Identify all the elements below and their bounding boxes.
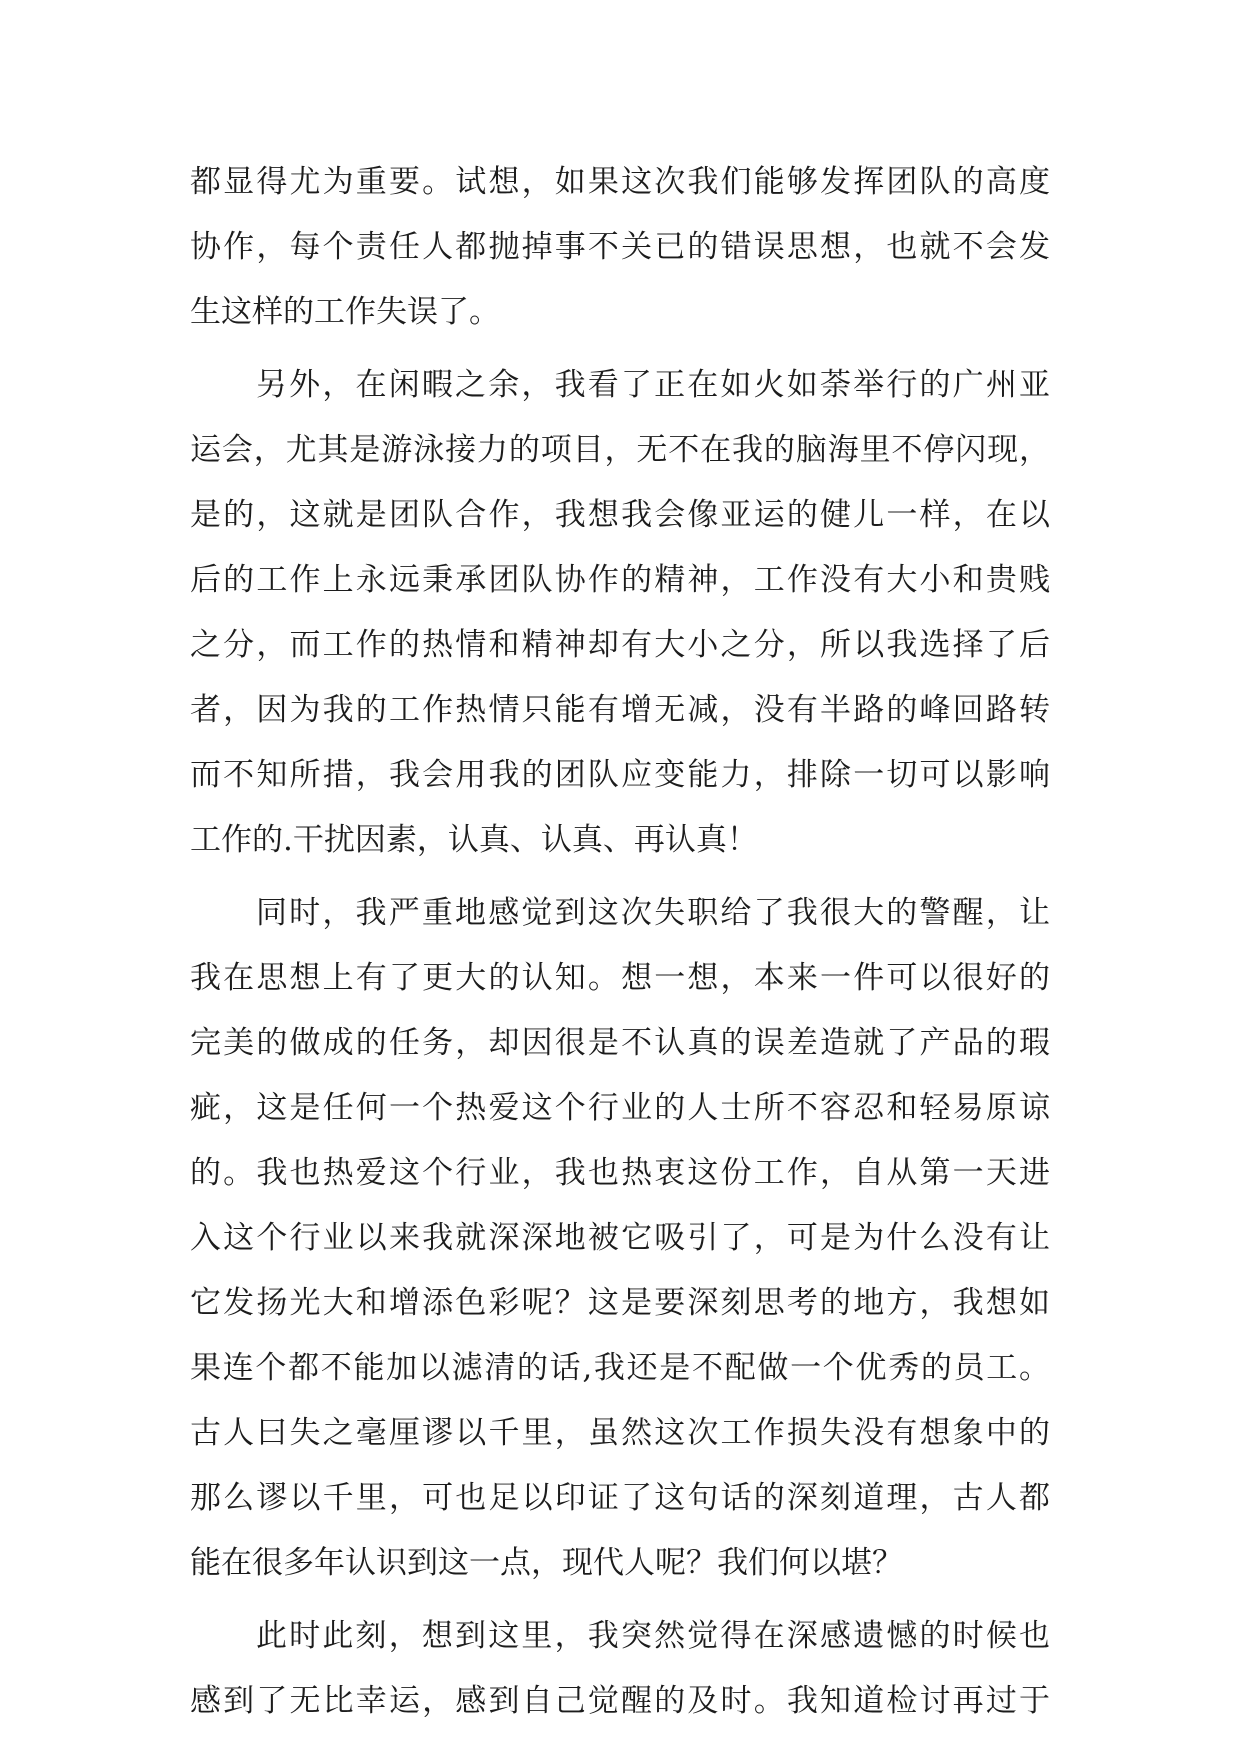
text-line: 它发扬光大和增添色彩呢？这是要深刻思考的地方，我想如: [190, 1285, 1050, 1321]
text-line: 协作，每个责任人都抛掉事不关已的错误思想，也就不会发: [190, 229, 1050, 265]
text-line: 是的，这就是团队合作，我想我会像亚运的健儿一样，在以: [190, 497, 1050, 533]
text-line: 完美的做成的任务，却因很是不认真的误差造就了产品的瑕: [190, 1025, 1050, 1061]
text-line: 而不知所措，我会用我的团队应变能力，排除一切可以影响: [190, 757, 1050, 793]
text-line: 后的工作上永远秉承团队协作的精神，工作没有大小和贵贱: [190, 562, 1050, 598]
paragraph-gap: [190, 873, 1050, 881]
text-line: 入这个行业以来我就深深地被它吸引了，可是为什么没有让: [190, 1220, 1050, 1256]
text-line: 者，因为我的工作热情只能有增无减，没有半路的峰回路转: [190, 692, 1050, 728]
text-line: 疵，这是任何一个热爱这个行业的人士所不容忍和轻易原谅: [190, 1090, 1050, 1126]
text-line: 都显得尤为重要。试想，如果这次我们能够发挥团队的高度: [190, 164, 1050, 200]
text-line: 那么谬以千里，可也足以印证了这句话的深刻道理，古人都: [190, 1480, 1050, 1516]
paragraph: [190, 150, 1050, 345]
text-line: 运会，尤其是游泳接力的项目，无不在我的脑海里不停闪现，: [190, 432, 1050, 468]
text-line: 能在很多年认识到这一点，现代人呢？我们何以堪？: [190, 1545, 903, 1581]
text-line: 的。我也热爱这个行业，我也热衷这份工作，自从第一天进: [190, 1155, 1050, 1191]
paragraph: [190, 881, 1050, 1596]
text-line: 感到了无比幸运，感到自己觉醒的及时。我知道检讨再过于: [190, 1683, 1050, 1719]
text-line: 另外，在闲暇之余，我看了正在如火如荼举行的广州亚: [256, 367, 1050, 403]
text-line: 生这样的工作失误了。: [190, 294, 500, 330]
paragraph: [190, 353, 1050, 873]
paragraph-gap: [190, 1596, 1050, 1604]
text-line: 古人曰失之毫厘谬以千里，虽然这次工作损失没有想象中的: [190, 1415, 1050, 1451]
paragraph: [190, 1604, 1050, 1734]
text-line: 果连个都不能加以滤清的话,我还是不配做一个优秀的员工。: [190, 1350, 1050, 1386]
text-line: 工作的.干扰因素，认真、认真、再认真！: [190, 822, 758, 858]
text-line: 同时，我严重地感觉到这次失职给了我很大的警醒，让: [256, 895, 1050, 931]
text-line: 此时此刻，想到这里，我突然觉得在深感遗憾的时候也: [256, 1618, 1050, 1654]
text-line: 我在思想上有了更大的认知。想一想，本来一件可以很好的: [190, 960, 1050, 996]
paragraph-gap: [190, 345, 1050, 353]
document-body: [190, 150, 1050, 1734]
text-line: 之分，而工作的热情和精神却有大小之分，所以我选择了后: [190, 627, 1050, 663]
